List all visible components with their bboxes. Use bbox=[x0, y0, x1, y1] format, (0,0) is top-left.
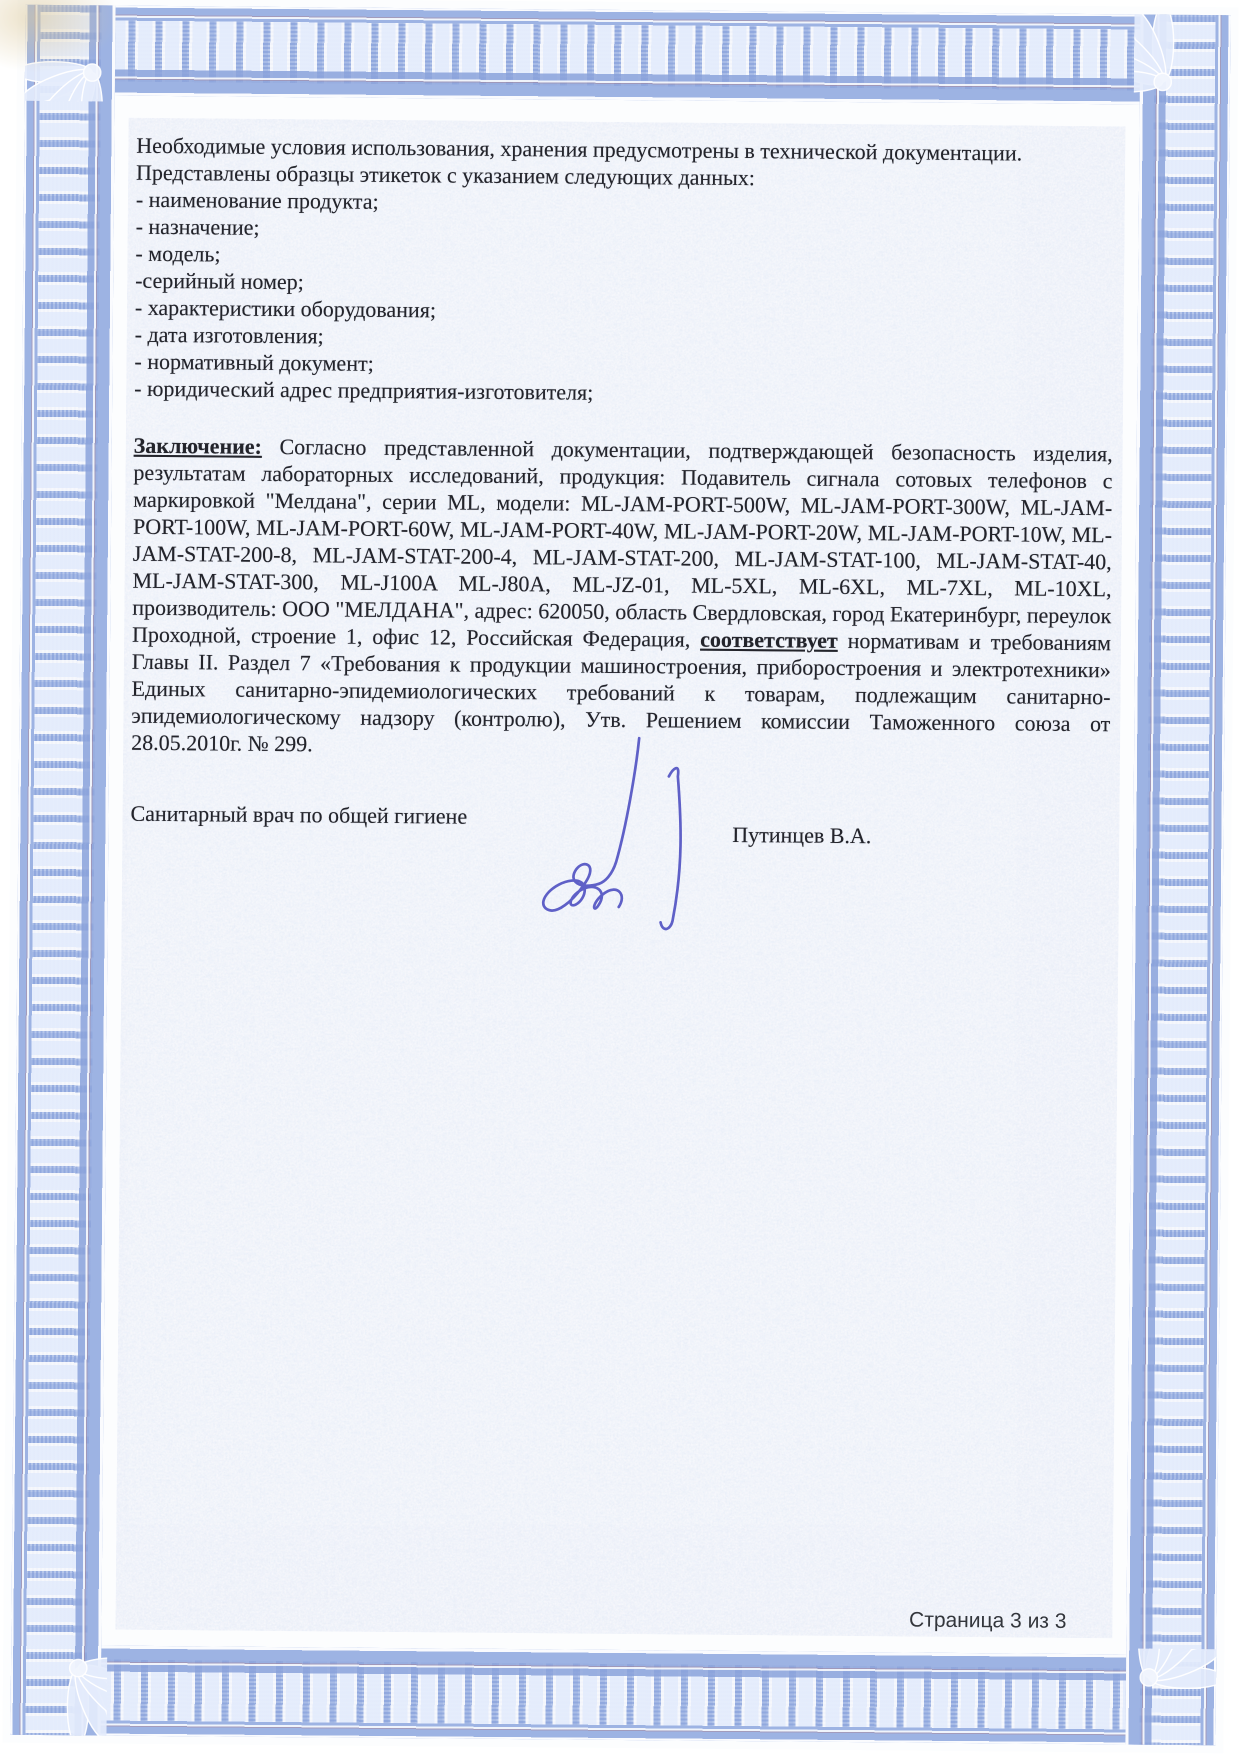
label-list bbox=[134, 186, 1115, 411]
label-item: - юридический адрес предприятия-изготовителя; bbox=[134, 375, 594, 405]
labels-intro-line: Представлены образцы этикеток с указанием следующих данных: bbox=[136, 159, 756, 191]
label-item: -серийный номер; bbox=[135, 267, 304, 295]
corner-ornament-bottom-right bbox=[1119, 1648, 1216, 1745]
corner-ornament-top-right bbox=[1134, 14, 1231, 111]
signatory-role: Санитарный врач по общей гигиене bbox=[130, 800, 468, 829]
label-item: - нормативный документ; bbox=[134, 348, 374, 376]
guilloche-border-left bbox=[10, 5, 115, 1736]
label-item: - назначение; bbox=[135, 213, 260, 240]
intro-paragraph: Необходимые условия использования, хранения предусмотрены в технической документации. bbox=[136, 132, 1023, 166]
guilloche-border-bottom bbox=[10, 1645, 1216, 1746]
paper-area bbox=[115, 118, 1125, 1639]
document-text bbox=[122, 118, 1125, 849]
conclusion-body-2: нормативам и требованиям Главы II. Раздел 7 «Требования к продукции машиностроения, приборостроения и электротехники» Единых санитарно-эпидемиологических требований к товарам, подлежащим санитарно-эпидемиологическому надзору (контролю), Утв. Решением комиссии Таможенного союза от 28.05.2010г. № 299. bbox=[131, 627, 1112, 757]
label-item: - характеристики оборудования; bbox=[134, 294, 437, 323]
scanned-certificate-page bbox=[2, 0, 1238, 1753]
label-item: - наименование продукта; bbox=[135, 186, 379, 214]
conclusion-body-1: Согласно представленной документации, подтверждающей безопасность изделия, результатам лабораторных исследований, продукция: Подавитель сигнала сотовых телефонов с маркировкой "Мелдана", серии ML, модели: ML-JAM-PORT-500W, ML-JAM-PORT-300W, ML-JAM-PORT-100W, ML-JAM-PORT-60W, ML-JAM-PORT-40W, ML-JAM-PORT-20W, ML-JAM-PORT-10W, ML-JAM-STAT-200-8, ML-JAM-STAT-200-4, ML-JAM-STAT-200, ML-JAM-STAT-100, ML-JAM-STAT-40, ML-JAM-STAT-300, ML-J100A ML-J80A, ML-JZ-01, ML-5XL, ML-6XL, ML-7XL, ML-10XL, производитель: ООО "МЕЛДАНА", адрес: 620050, область Свердловская, город Екатеринбург, переулок Проходной, строение 1, офис 12, Российская Федерация, bbox=[131, 433, 1113, 652]
scan-corner-smudge bbox=[0, 0, 130, 80]
conclusion-title: Заключение: bbox=[133, 432, 263, 459]
guilloche-border-top bbox=[25, 5, 1231, 106]
signatory-name: Путинцев В.А. bbox=[732, 821, 872, 849]
conclusion-emphasis: соответствует bbox=[700, 626, 838, 653]
conclusion-paragraph bbox=[131, 432, 1113, 765]
guilloche-border-right bbox=[1125, 15, 1230, 1746]
corner-ornament-bottom-left bbox=[10, 1639, 107, 1736]
page-indicator: Страница 3 из 3 bbox=[909, 1608, 1067, 1633]
signature-handwritten-ink bbox=[519, 729, 721, 943]
label-item: - дата изготовления; bbox=[134, 321, 324, 349]
label-item: - модель; bbox=[135, 240, 221, 267]
